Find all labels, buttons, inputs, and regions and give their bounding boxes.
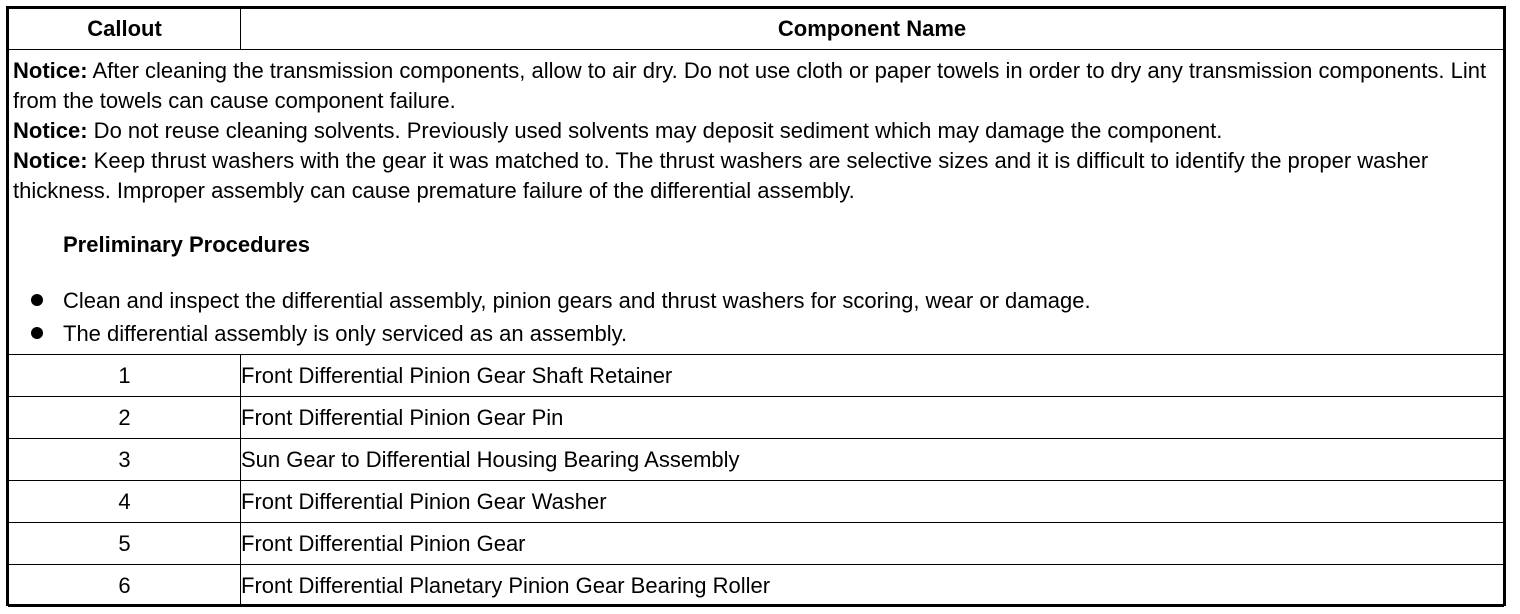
notice-label: Notice: [13,58,88,83]
preliminary-bullets [13,284,1495,350]
component-name-cell: Sun Gear to Differential Housing Bearing Assembly [241,439,1504,481]
component-name-cell: Front Differential Pinion Gear Shaft Retainer [241,355,1504,397]
callout-cell: 3 [9,439,241,481]
bullet-item [13,284,1495,317]
component-name-cell: Front Differential Planetary Pinion Gear Bearing Roller [241,565,1504,607]
preliminary-procedures-title: Preliminary Procedures [63,232,311,257]
bullet-item [13,317,1495,350]
callout-cell: 2 [9,397,241,439]
table-row [9,523,1504,565]
table-row [9,397,1504,439]
parts-table-frame [6,6,1506,606]
notice-1 [13,56,1495,116]
notice-row [9,50,1504,355]
header-row [9,9,1504,50]
bullet-dot-icon [31,327,43,339]
callout-cell: 6 [9,565,241,607]
callout-cell: 5 [9,523,241,565]
notice-cell [9,50,1504,355]
notice-3 [13,146,1495,206]
parts-table [8,8,1504,607]
bullet-dot-icon [31,294,43,306]
component-name-header: Component Name [241,9,1504,50]
component-name-cell: Front Differential Pinion Gear Washer [241,481,1504,523]
notice-text: Do not reuse cleaning solvents. Previously used solvents may deposit sediment which may damage the component. [87,118,1223,143]
table-row [9,355,1504,397]
notice-label: Notice: [13,118,88,143]
notice-text: After cleaning the transmission components, allow to air dry. Do not use cloth or paper towels in order to dry any transmission components. Lint from the towels can cause component failure. [13,58,1487,113]
callout-header: Callout [9,9,241,50]
component-name-cell: Front Differential Pinion Gear Pin [241,397,1504,439]
notice-2 [13,116,1495,146]
callout-cell: 1 [9,355,241,397]
table-row [9,565,1504,607]
table-row [9,481,1504,523]
component-name-cell: Front Differential Pinion Gear [241,523,1504,565]
callout-cell: 4 [9,481,241,523]
table-row [9,439,1504,481]
notice-label: Notice: [13,148,88,173]
bullet-text: The differential assembly is only serviced as an assembly. [63,321,628,346]
notice-text: Keep thrust washers with the gear it was matched to. The thrust washers are selective sizes and it is difficult to identify the proper washer thickness. Improper assembly can cause premature failure of the differential assembly. [13,148,1429,203]
bullet-text: Clean and inspect the differential assembly, pinion gears and thrust washers for scoring, wear or damage. [63,288,1091,313]
